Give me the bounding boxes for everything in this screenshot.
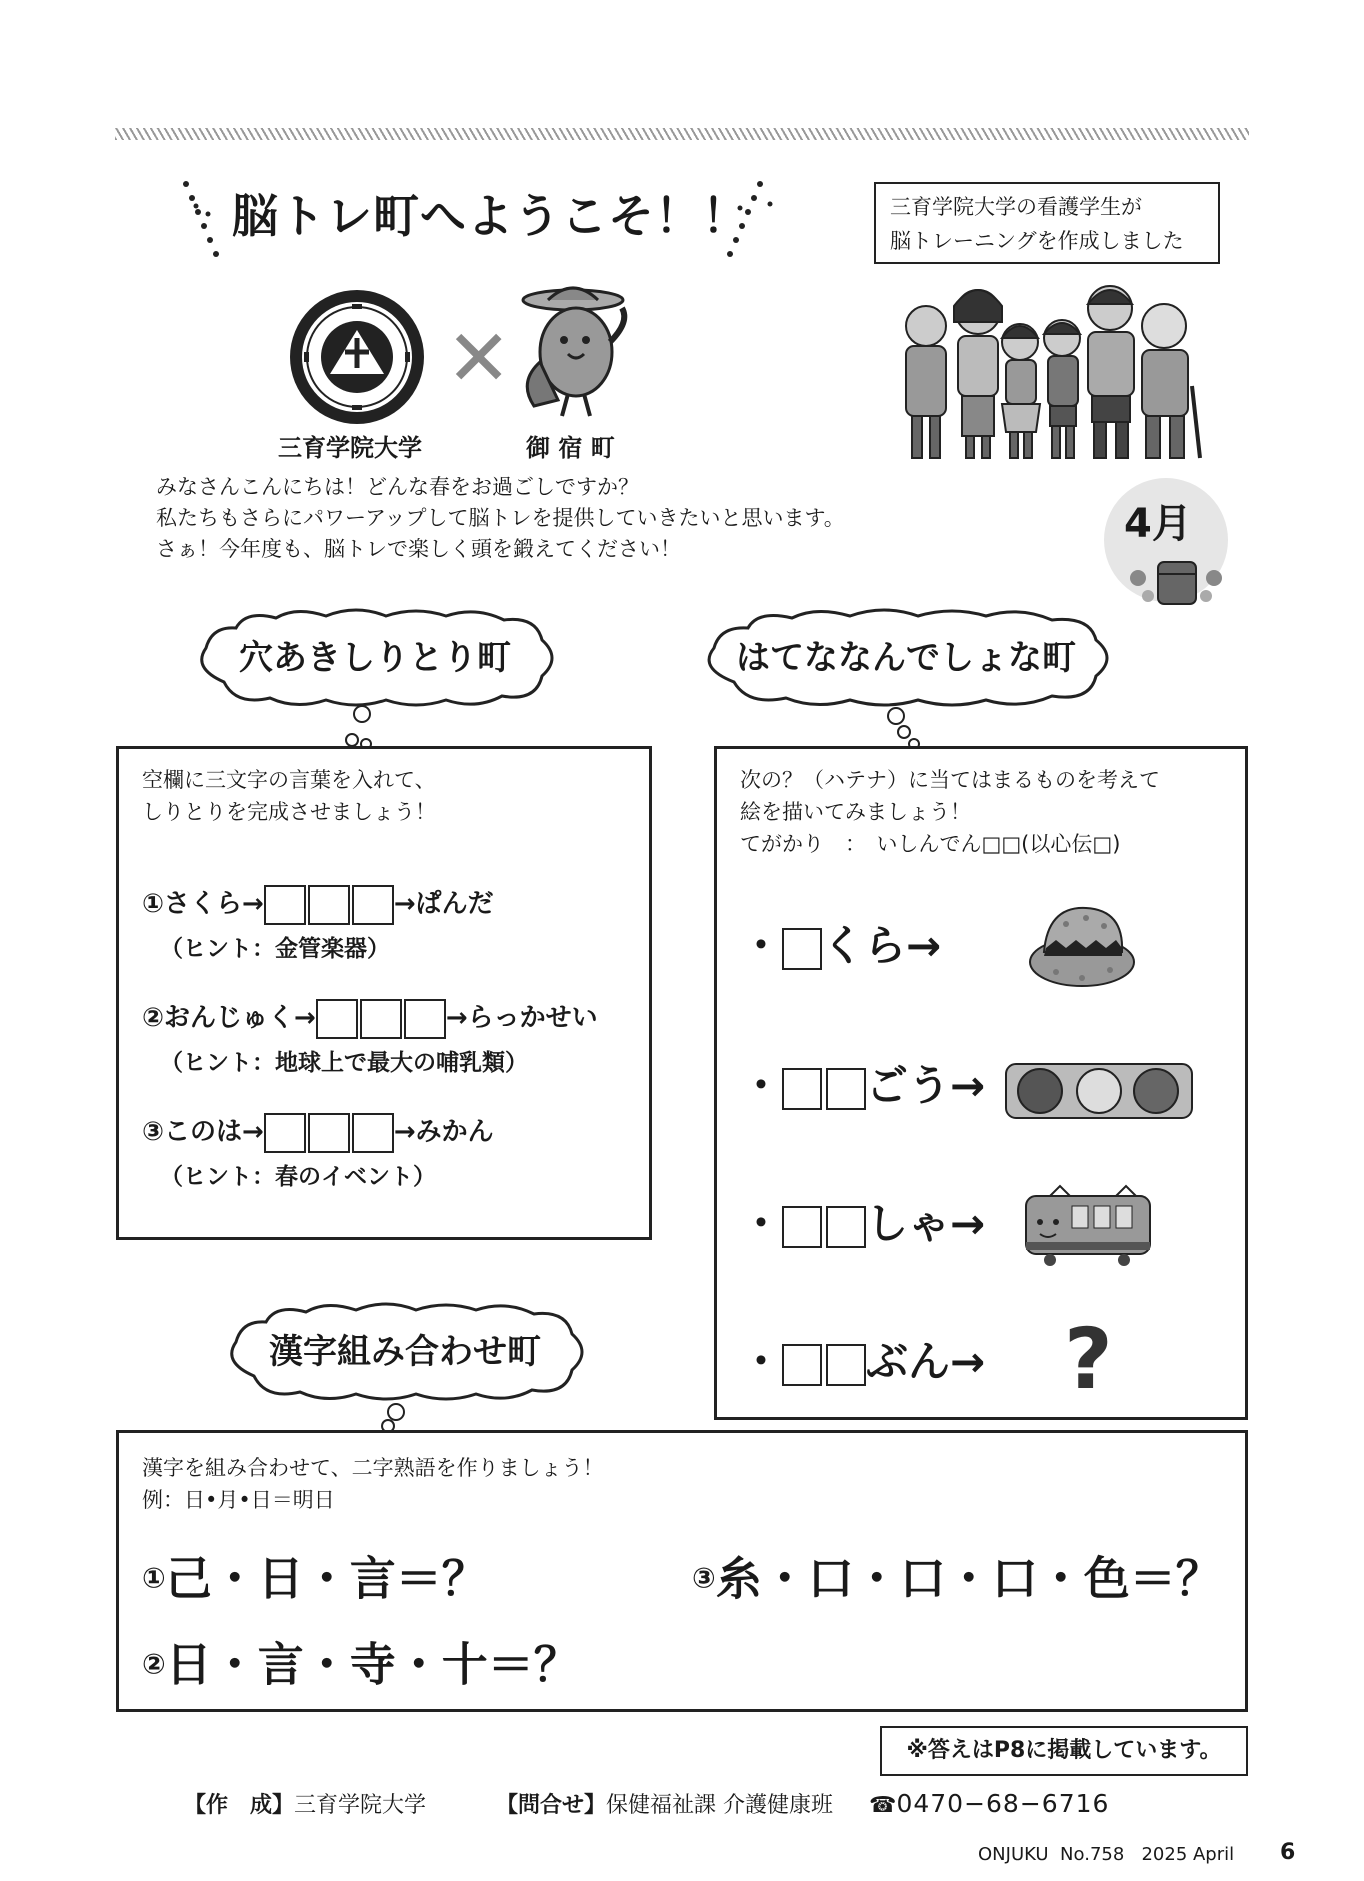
- shiritori-item: [142, 882, 494, 926]
- author-label: 【作 成】: [184, 1793, 295, 1818]
- kanji-title: 漢字組み合わせ町: [269, 1332, 541, 1372]
- question-mark-picture: ?: [1064, 1310, 1113, 1408]
- kanji-item-number: ②: [142, 1647, 166, 1681]
- footer-credits: [184, 1788, 1109, 1822]
- kanji-item: [692, 1546, 1222, 1611]
- kanji-item-text: 糸・口・口・口・色＝？: [715, 1551, 1222, 1606]
- answer-box[interactable]: [782, 928, 822, 970]
- school-bag-icon: [1128, 548, 1224, 612]
- answer-box[interactable]: [826, 1068, 866, 1110]
- train-picture: [1020, 1182, 1154, 1268]
- town-label: 御 宿 町: [526, 434, 615, 462]
- month-label: 4月: [1124, 501, 1192, 547]
- shiritori-item-end: →らっかせい: [445, 1003, 598, 1033]
- contact-label: 【問合せ】: [496, 1793, 607, 1818]
- shiritori-instruction-2: しりとりを完成させましょう！: [142, 800, 436, 824]
- hatena-item-text: ごう→: [866, 1061, 986, 1110]
- shiritori-hint: （ヒント：春のイベント）: [160, 1164, 436, 1190]
- hatena-item: [740, 1058, 985, 1114]
- phone-number: 0470−68−6716: [896, 1789, 1110, 1818]
- hatena-bullet: ・: [740, 1337, 783, 1386]
- answer-box[interactable]: [782, 1068, 822, 1110]
- page-title: 脳トレ町へようこそ！！: [232, 189, 749, 243]
- kanji-item-number: ③: [692, 1561, 716, 1595]
- shiritori-item-end: →みかん: [393, 1117, 494, 1147]
- university-seal: [288, 288, 426, 426]
- phone-icon: ☎: [869, 1793, 897, 1818]
- collaboration-cross: ✕: [446, 314, 512, 404]
- answer-note: ※答えはP8に掲載しています。: [880, 1726, 1248, 1776]
- notice-line-2: 脳トレーニングを作成しました: [890, 229, 1184, 253]
- kanji-instructions: [142, 1452, 604, 1516]
- shiritori-item-number: ①: [142, 889, 165, 919]
- hatena-title: はてななんでしょな町: [736, 638, 1076, 678]
- shiritori-item-number: ③: [142, 1117, 165, 1147]
- hatena-item-text: くら→: [822, 921, 942, 970]
- shiritori-item-end: →ぱんだ: [393, 889, 494, 919]
- shiritori-instructions: [142, 764, 436, 828]
- mascot-illustration: [518, 282, 648, 422]
- shiritori-title: 穴あきしりとり町: [239, 638, 511, 678]
- kanji-instruction-2: 例：日•月•日＝明日: [142, 1488, 335, 1512]
- hatena-instructions: [740, 764, 1160, 860]
- hatena-item-text: ぶん→: [866, 1337, 986, 1386]
- answer-box[interactable]: [308, 885, 350, 925]
- kanji-item: [142, 1632, 580, 1697]
- hatena-instruction-3: てがかり ： いしんでん□□(以心伝□): [740, 832, 1121, 856]
- answer-box[interactable]: [264, 885, 306, 925]
- shiritori-item-start: このは→: [164, 1117, 264, 1147]
- kanji-item-text: 日・言・寺・十＝？: [165, 1637, 580, 1692]
- shiritori-item: [142, 996, 598, 1040]
- shiritori-hint: （ヒント：地球上で最大の哺乳類）: [160, 1050, 528, 1076]
- answer-box[interactable]: [352, 885, 394, 925]
- answer-box[interactable]: [782, 1344, 822, 1386]
- notice-box: [874, 182, 1220, 264]
- hatena-item-text: しゃ→: [866, 1199, 986, 1248]
- intro-line-3: さぁ！今年度も、脳トレで楽しく頭を鍛えてください！: [156, 537, 681, 561]
- notice-line-1: 三育学院大学の看護学生が: [890, 195, 1142, 219]
- contact-name: 保健福祉課 介護健康班: [606, 1793, 834, 1818]
- shiritori-hint: （ヒント：金管楽器）: [160, 936, 390, 962]
- hatena-instruction-2: 絵を描いてみましょう！: [740, 800, 971, 824]
- answer-box[interactable]: [352, 1113, 394, 1153]
- hatena-instruction-1: 次の？（ハテナ）に当てはまるものを考えて: [740, 768, 1160, 792]
- intro-line-1: みなさんこんにちは！どんな春をお過ごしですか？: [156, 475, 639, 499]
- shiritori-item: [142, 1110, 494, 1154]
- hatena-item: [740, 918, 941, 974]
- answer-box[interactable]: [782, 1206, 822, 1248]
- shiritori-item-start: おんじゅく→: [164, 1003, 316, 1033]
- hatena-bullet: ・: [740, 1199, 783, 1248]
- hatena-item: [740, 1334, 985, 1390]
- kanji-item-text: 己・日・言＝？: [165, 1551, 488, 1606]
- intro-text: [156, 472, 845, 565]
- answer-box[interactable]: [308, 1113, 350, 1153]
- answer-box[interactable]: [826, 1344, 866, 1386]
- author-name: 三育学院大学: [294, 1793, 427, 1818]
- answer-box[interactable]: [316, 999, 358, 1039]
- family-illustration: [896, 276, 1216, 462]
- answer-box[interactable]: [826, 1206, 866, 1248]
- hatena-bullet: ・: [740, 1061, 783, 1110]
- shiritori-item-number: ②: [142, 1003, 165, 1033]
- answer-box[interactable]: [404, 999, 446, 1039]
- kanji-item: [142, 1546, 488, 1611]
- hatena-item: [740, 1196, 985, 1252]
- straw-hat-picture: [1026, 900, 1136, 992]
- shiritori-item-start: さくら→: [164, 889, 264, 919]
- answer-box[interactable]: [264, 1113, 306, 1153]
- intro-line-2: 私たちもさらにパワーアップして脳トレを提供していきたいと思います。: [156, 506, 845, 530]
- shiritori-instruction-1: 空欄に三文字の言葉を入れて、: [142, 768, 436, 792]
- answer-box[interactable]: [360, 999, 402, 1039]
- issue-label: ONJUKU No.758 2025 April: [978, 1844, 1235, 1865]
- traffic-light-picture: [1004, 1060, 1194, 1122]
- university-label: 三育学院大学: [278, 434, 422, 462]
- hatena-bullet: ・: [740, 921, 783, 970]
- hatena-cloud-bubbles: [884, 706, 924, 750]
- top-divider: [115, 128, 1249, 140]
- kanji-instruction-1: 漢字を組み合わせて、二字熟語を作りましょう！: [142, 1456, 604, 1480]
- kanji-item-number: ①: [142, 1561, 166, 1595]
- page-number: 6: [1280, 1840, 1296, 1865]
